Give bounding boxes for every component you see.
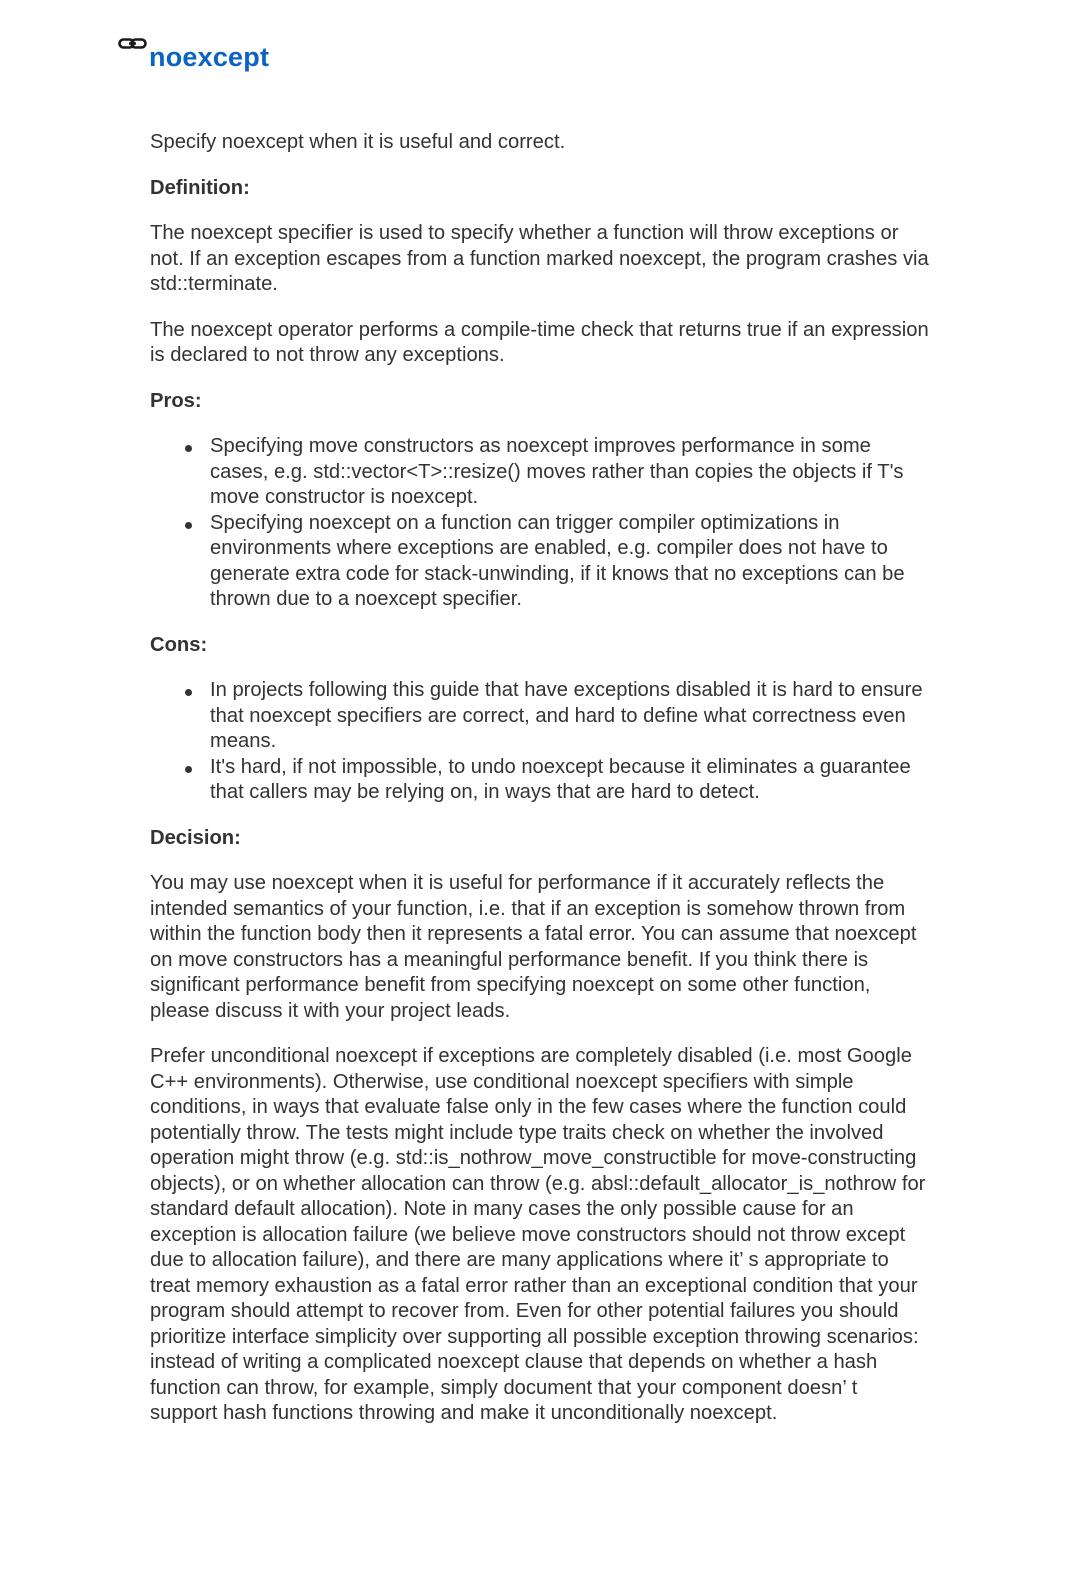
pros-heading: Pros: [150, 389, 202, 412]
definition-paragraph: The noexcept operator performs a compile-time check that returns true if an expression is declared to not throw any exceptions. [150, 318, 929, 366]
decision-paragraph: You may use noexcept when it is useful for performance if it accurately reflects the intended semantics of your function, i.e. that if an exception is somehow thrown from within the function body then it represents a fatal error. You can assume that noexcept on move constructors has a meaningful performance benefit. If you think there is significant performance benefit from specifying noexcept on some other function, please discuss it with your project leads. [150, 872, 917, 1022]
page-title: noexcept [149, 42, 270, 72]
pros-list-item: Specifying noexcept on a function can trigger compiler optimizations in environments where exceptions are enabled, e.g. compiler does not have to generate extra code for stack-unwinding, if it knows that no exceptions can be thrown due to a noexcept specifier. [210, 511, 930, 613]
decision-paragraph: Prefer unconditional noexcept if exceptions are completely disabled (i.e. most Google C++ environments). Otherwise, use conditional noexcept specifiers with simple conditions, in ways that evaluate false only in the few cases where the function could potentially throw. The tests might include type traits check on whether the involved operation might throw (e.g. std::is_nothrow_move_constructible for move-constructing objects), or on whether allocation can throw (e.g. absl::default_allocator_is_nothrow for standard default allocation). Note in many cases the only possible cause for an exception is allocation failure (we believe move constructors should not throw except due to allocation failure), and there are many applications where it’ s appropriate to treat memory exhaustion as a fatal error rather than an exceptional condition that your program should attempt to recover from. Even for other potential failures you should prioritize interface simplicity over supporting all possible exception throwing scenarios: instead of writing a complicated noexcept clause that depends on whether a hash function can throw, for example, simply document that your component doesn’ t support hash functions throwing and make it unconditionally noexcept. [150, 1045, 926, 1424]
cons-list [150, 678, 930, 806]
cons-list-item: It's hard, if not impossible, to undo noexcept because it eliminates a guarantee that callers may be relying on, in ways that are hard to detect. [210, 755, 930, 806]
link-icon[interactable] [118, 37, 148, 51]
definition-heading: Definition: [150, 176, 250, 199]
cons-heading: Cons: [150, 633, 208, 656]
pros-list [150, 434, 930, 613]
definition-paragraph: The noexcept specifier is used to specify whether a function will throw exceptions or not. If an exception escapes from a function marked noexcept, the program crashes via std::terminate. [150, 222, 929, 295]
pros-list-item: Specifying move constructors as noexcept improves performance in some cases, e.g. std::vector<T>::resize() moves rather than copies the objects if T's move constructor is noexcept. [210, 434, 930, 511]
summary-text: Specify noexcept when it is useful and correct. [150, 131, 566, 153]
decision-heading: Decision: [150, 826, 241, 849]
page-heading [118, 34, 269, 71]
document-body [150, 130, 930, 1447]
cons-list-item: In projects following this guide that have exceptions disabled it is hard to ensure that noexcept specifiers are correct, and hard to define what correctness even means. [210, 678, 930, 755]
